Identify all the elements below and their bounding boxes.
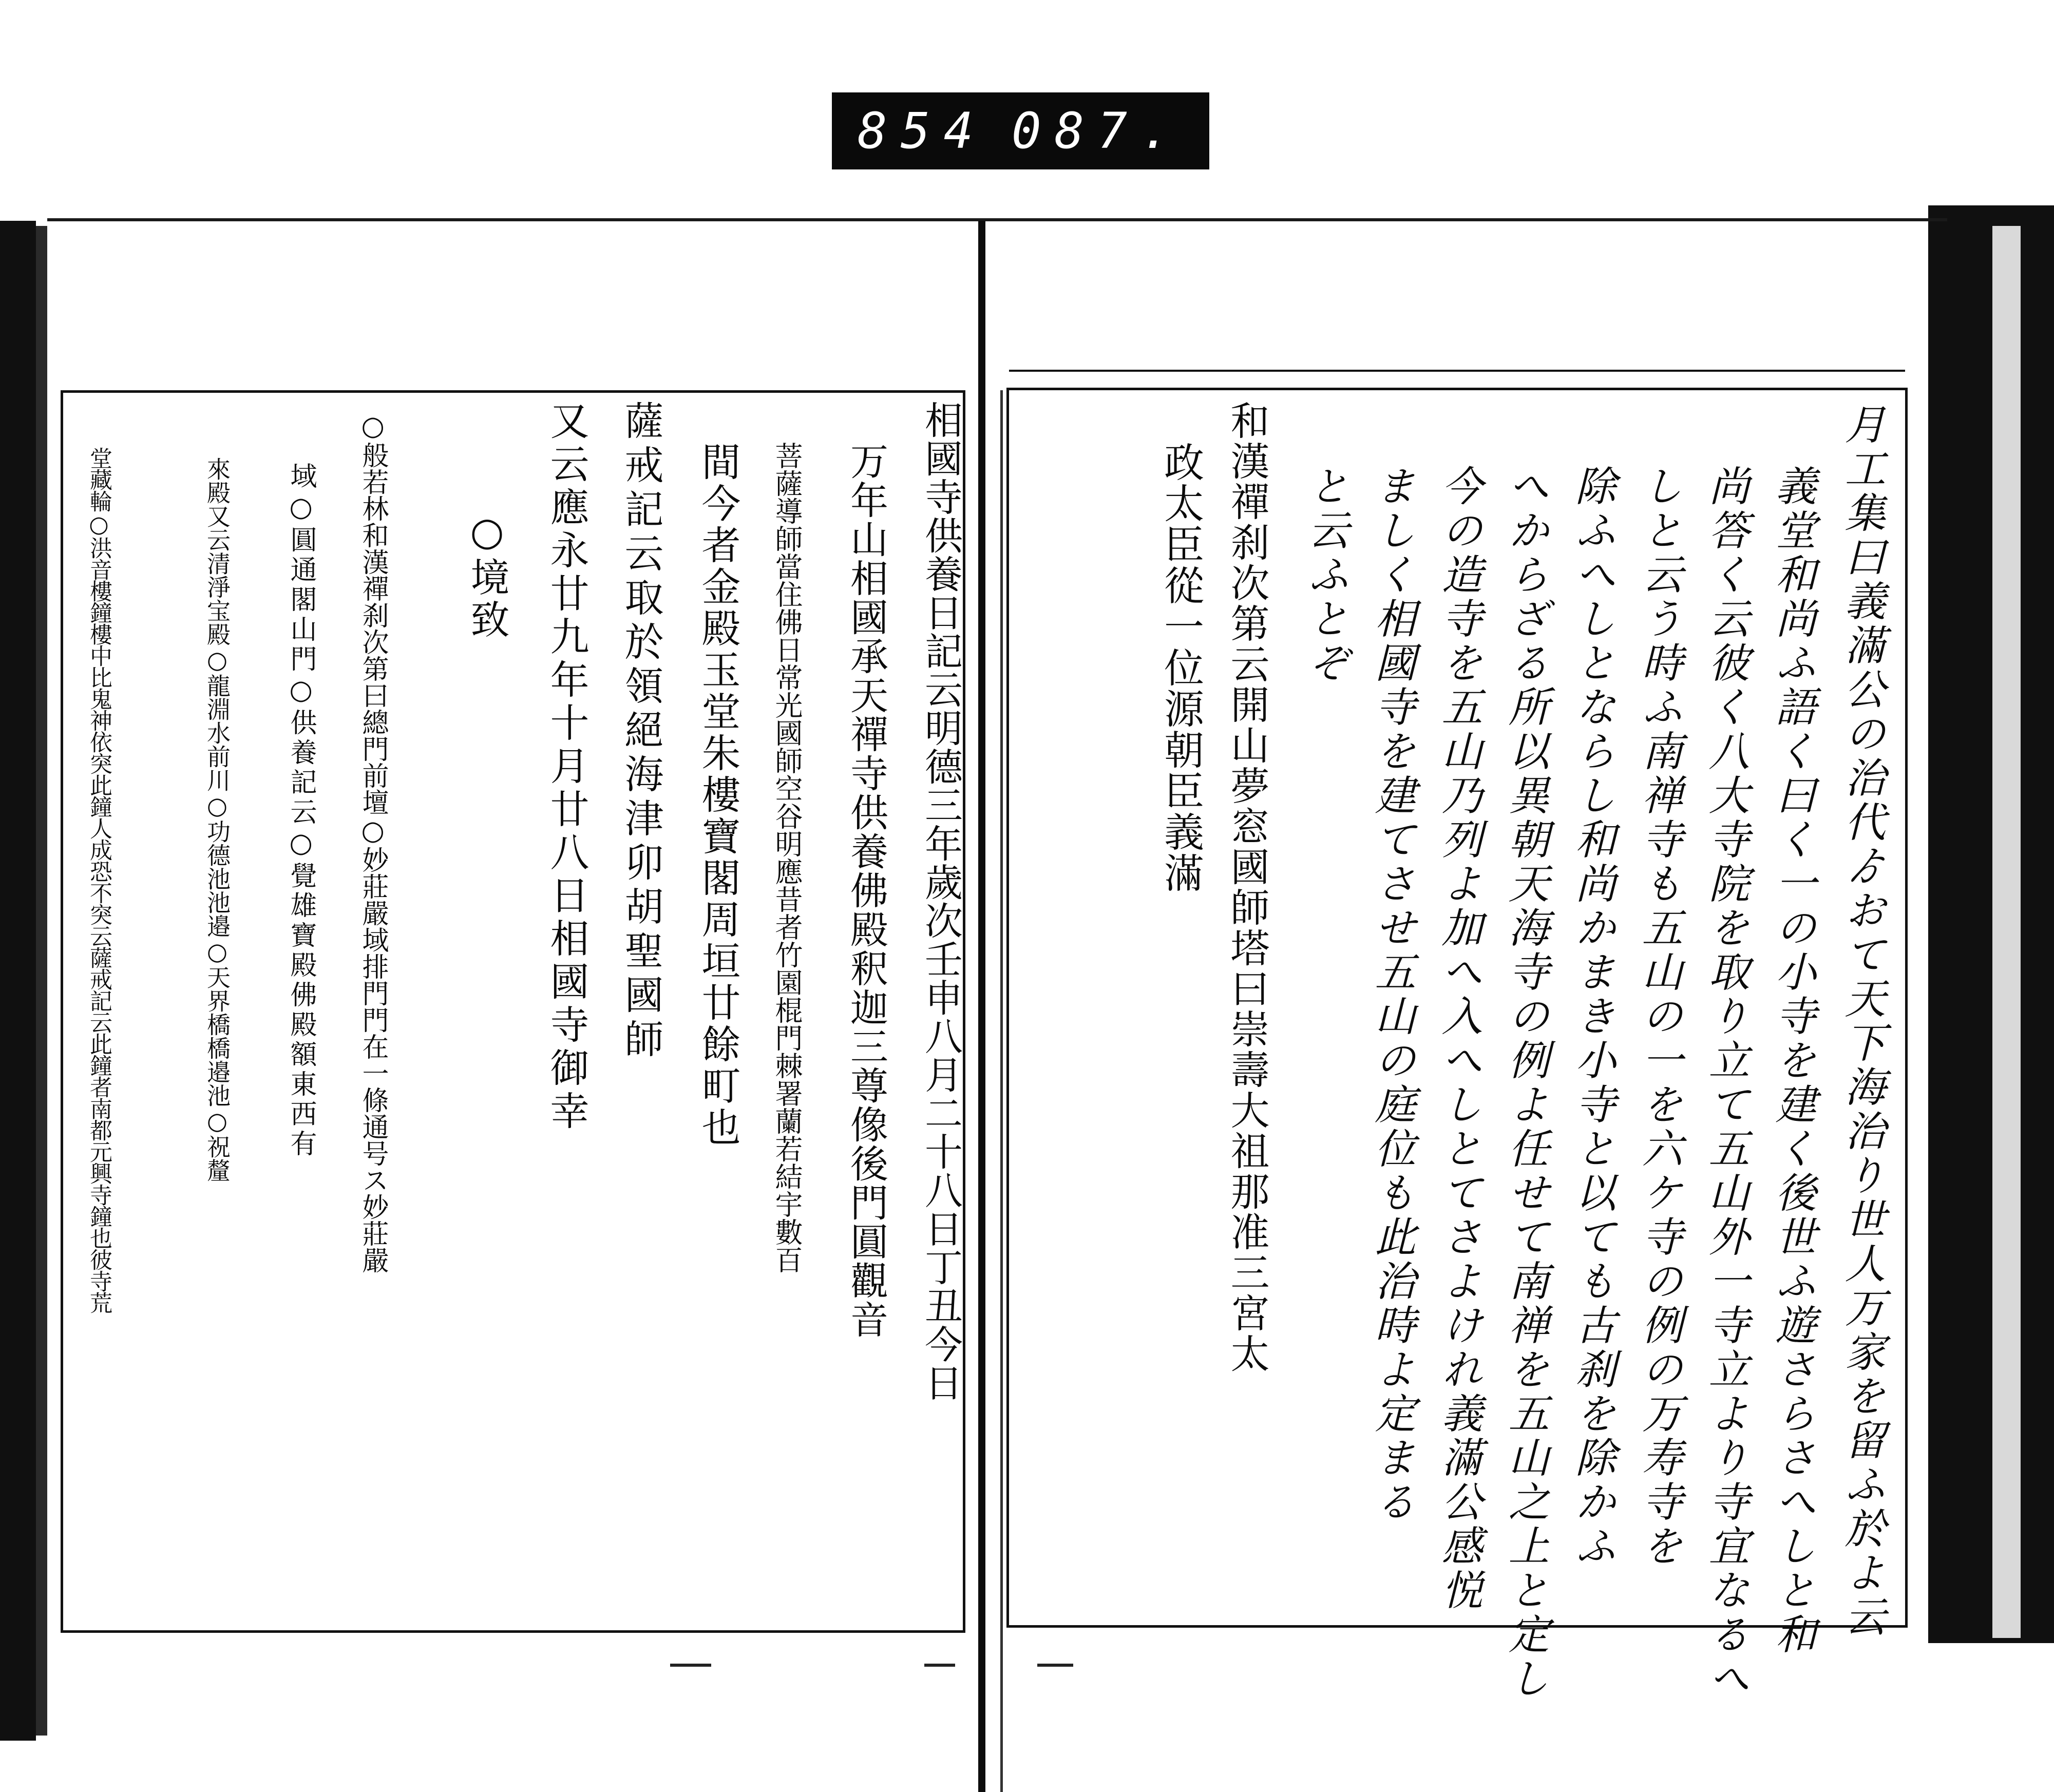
center-gutter	[978, 221, 985, 1792]
left-page-column-3: 菩薩導師當住佛日常光國師空谷明應昔者竹園棍門棘署蘭若結宇數百	[771, 442, 803, 1273]
left-page-column-1: 相國寺供養日記云明德三年歲次壬申八月二十八日丁丑今日	[919, 401, 963, 1402]
left-book-edge	[0, 221, 36, 1741]
right-page-column-10: 和漢禪刹次第云開山夢窓國師塔曰崇壽大祖那准三宮太	[1224, 401, 1270, 1374]
left-page-column-4: 間今者金殿玉堂朱樓寶閣周垣廿餘町也	[695, 442, 741, 1149]
left-page-column-2: 万年山相國承天禪寺供養佛殿釈迦三尊像後門圓觀音	[844, 442, 888, 1339]
reel-number-label	[832, 92, 1209, 169]
center-gutter-line	[1000, 390, 1003, 1792]
left-book-edge-inner	[36, 226, 47, 1736]
bottom-edge-mark	[924, 1664, 955, 1667]
right-page-column-2: 義堂和尚ふ語く曰く一の小寺を建く後世ふ遊さらさへしと和	[1768, 465, 1816, 1657]
reel-number-left: 854	[858, 102, 987, 160]
left-page-column-6: 又云應永廿九年十月廿八日相國寺御幸	[544, 401, 589, 1134]
left-page-column-9: 域○圓通閣山門○供養記云○覺雄寶殿佛殿額東西有	[286, 462, 316, 1159]
right-page-column-6: へからざる所以異朝天海寺の例よ任せて南禅を五山之上と定し	[1501, 465, 1549, 1701]
right-page-column-4: しと云う時ふ南禅寺も五山の一を六ケ寺の例の万寿寺を	[1635, 465, 1683, 1569]
right-page-column-3: 尚答く云彼く八大寺院を取り立て五山外一寺立より寺宜なるへ	[1702, 465, 1749, 1701]
right-page-column-9: と云ふとぞ	[1301, 465, 1349, 685]
left-page-column-11: 堂藏輪○洪音樓鐘樓中比鬼神依突此鐘人成恐不突云薩戒記云此鐘者南都元興寺鐘也彼寺荒	[86, 447, 112, 1313]
left-page-column-10: 來殿又云清淨宝殿○龍淵水前川○功德池池邉○天界橋橋邉池○祝釐	[203, 457, 231, 1182]
right-book-edge	[1928, 205, 2054, 1643]
right-page-column-7: 今の造寺を五山乃列よ加へ入へしとてさよけれ義滿公感悦	[1435, 465, 1482, 1613]
reel-number-right: 087.	[1011, 102, 1184, 160]
left-page-column-5: 薩戒記云取於領絕海津卯胡聖國師	[618, 401, 664, 1063]
right-page-column-5: 除ふへしとならし和尚かまき小寺と以ても古刹を除かふ	[1568, 465, 1616, 1569]
bottom-edge-mark	[670, 1664, 711, 1667]
right-page-top-rule	[1009, 370, 1905, 372]
right-page-column-1: 月工集曰義滿公の治代ゟおて天下海治り世人万家を留ふ於よ云	[1838, 403, 1886, 1640]
right-page-column-8: ましく相國寺を建てさせ五山の庭位も此治時よ定まる	[1368, 465, 1416, 1524]
right-book-edge-strip	[1992, 226, 2021, 1638]
bottom-edge-mark	[1037, 1664, 1073, 1667]
left-page-column-7: ○境致	[464, 508, 510, 641]
page-top-edge	[47, 218, 1947, 221]
left-page-frame	[61, 390, 965, 1633]
left-page-column-8: ○般若林和漢禪刹次第曰總門前壇○妙莊嚴域排門門在一條通号ス妙莊嚴	[357, 411, 388, 1273]
right-page-column-11: 政太臣從一位源朝臣義滿	[1157, 442, 1204, 893]
